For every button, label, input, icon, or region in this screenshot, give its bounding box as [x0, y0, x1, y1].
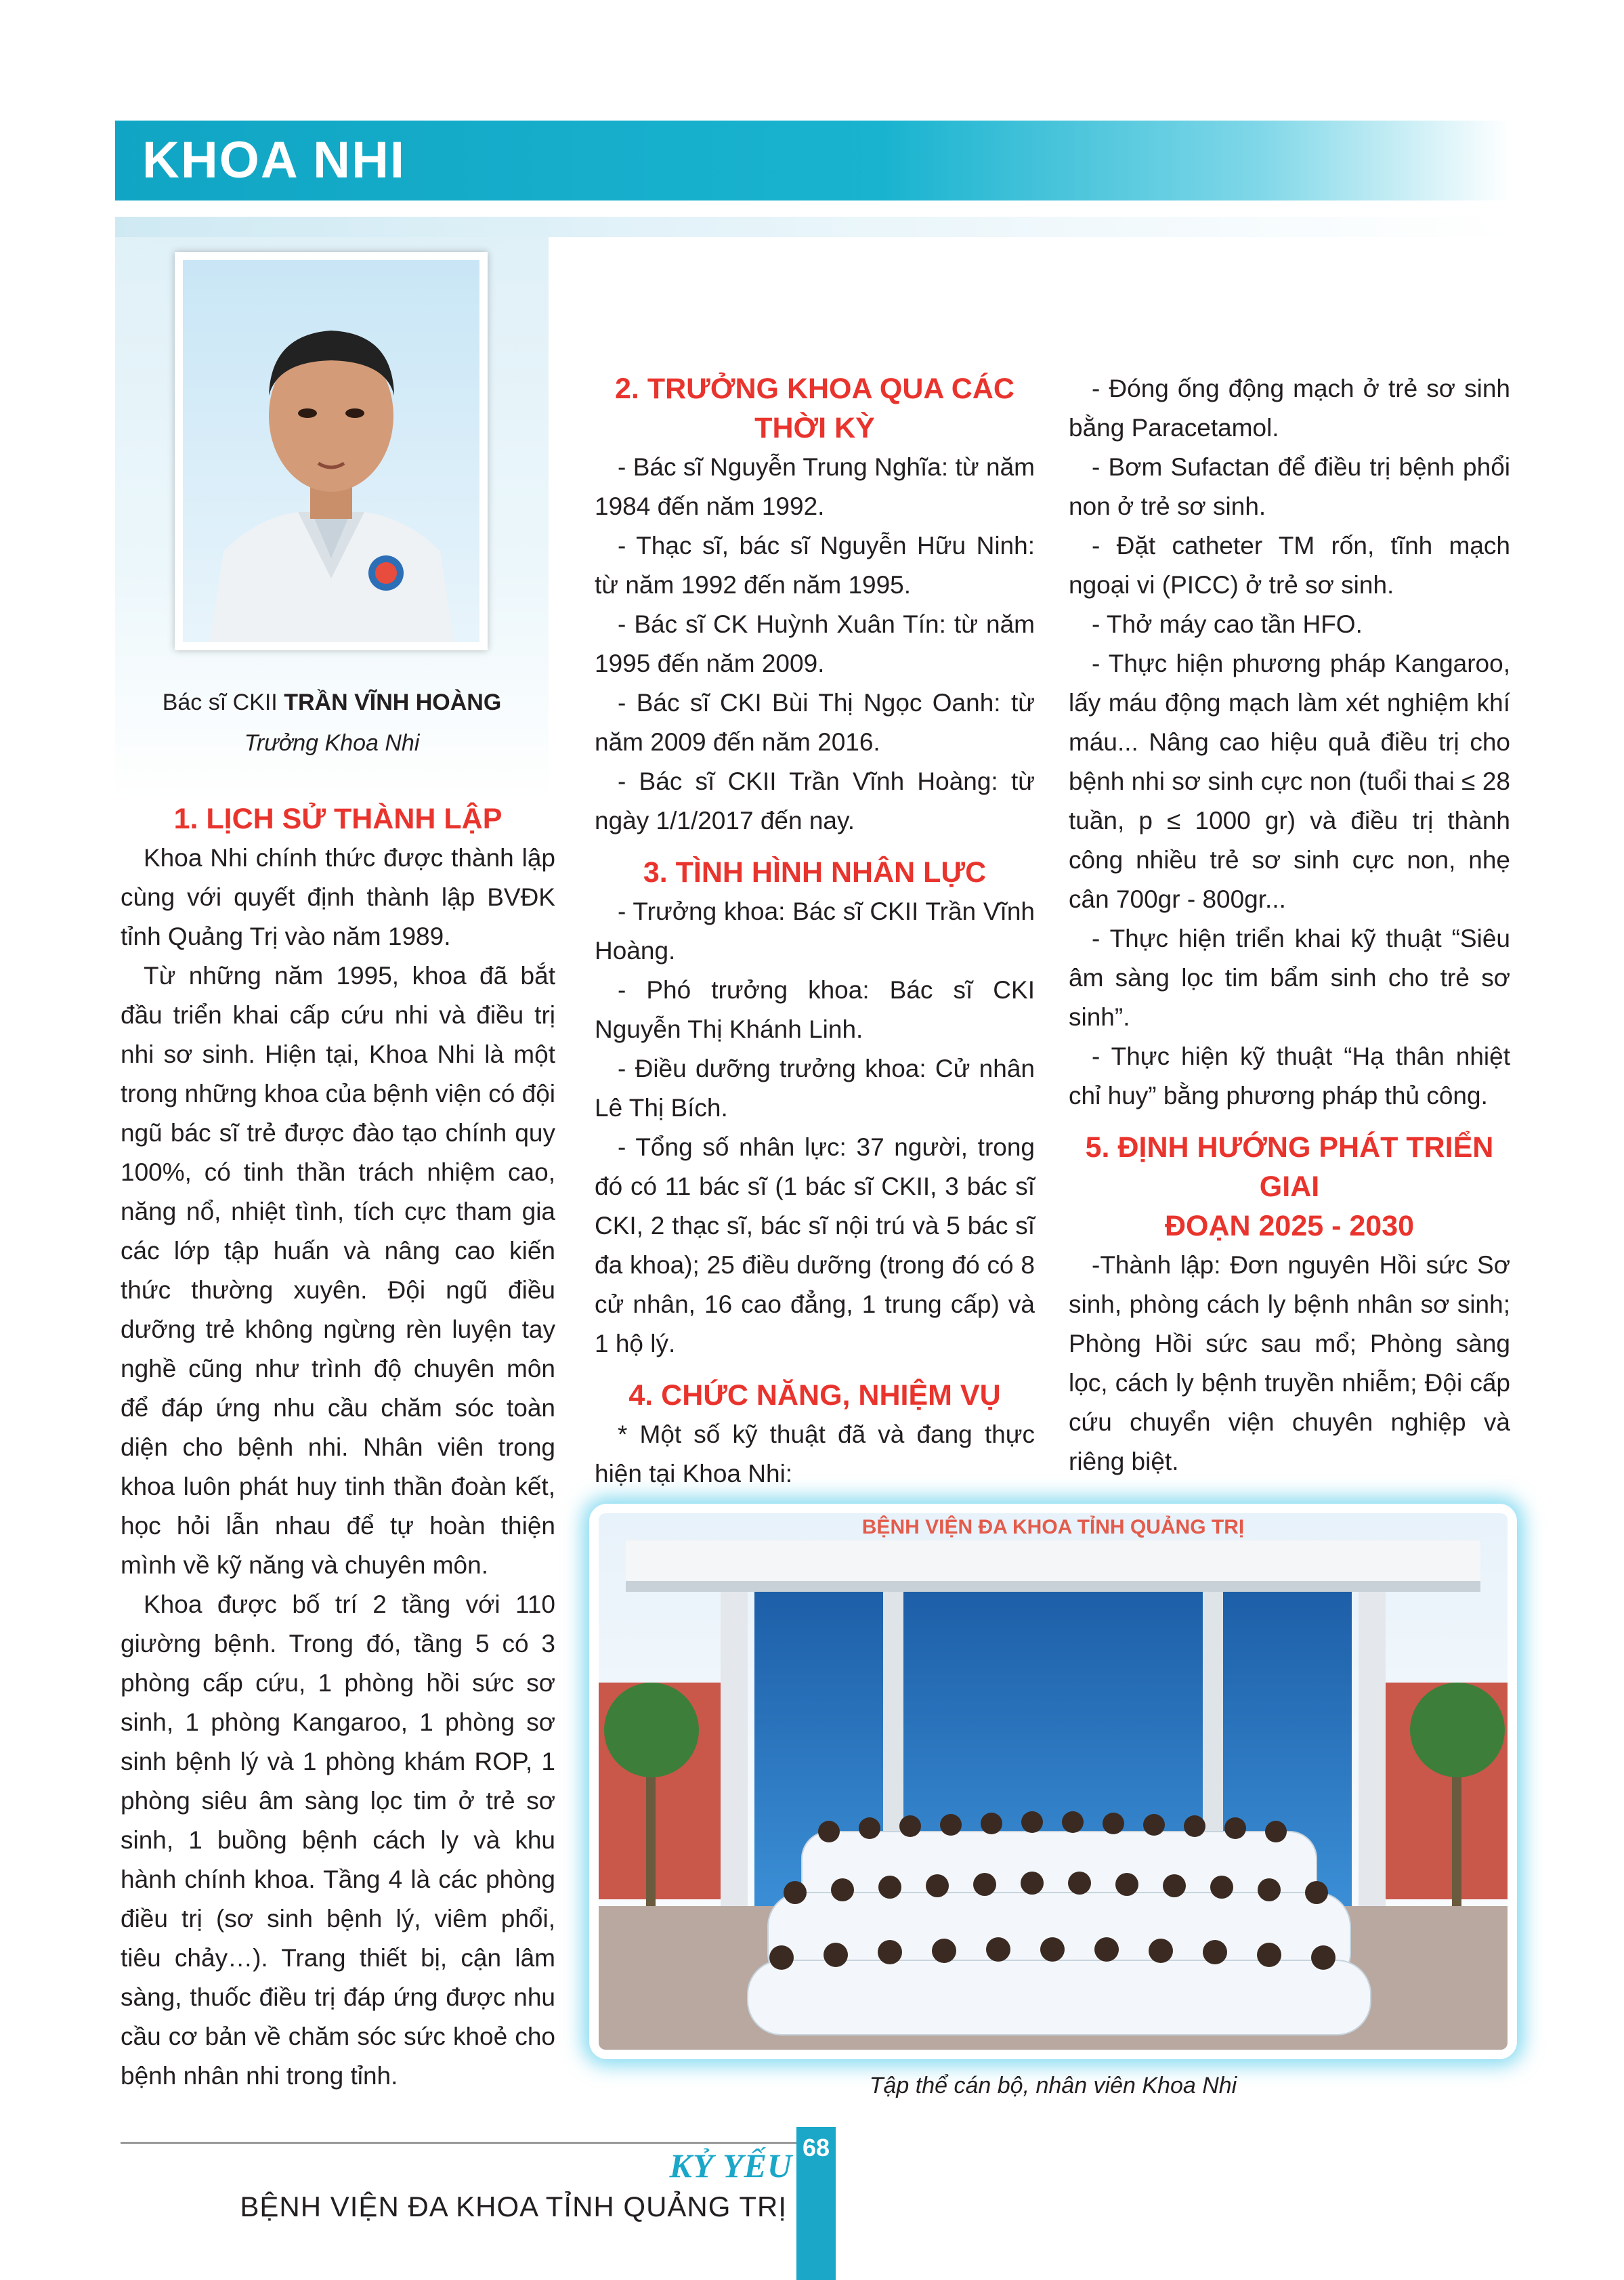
section-heading-line1: 5. ĐỊNH HƯỚNG PHÁT TRIỂN GIAI — [1085, 1131, 1494, 1203]
list-item: - Tổng số nhân lực: 37 người, trong đó có 11 bác sĩ (1 bác sĩ CKII, 3 bác sĩ CKI, 2 thạc sĩ, bác sĩ nội trú và 5 bác sĩ đa khoa); 25 điều dưỡng (trong đó có 8 cử nhân, 16 cao đẳng, 1 trung cấp) và 1 hộ lý. — [595, 1133, 1035, 1357]
decorative-band-top — [115, 217, 1510, 237]
footer-ky-yeu: KỶ YẾU — [669, 2147, 792, 2184]
list-item: - Bác sĩ Nguyễn Trung Nghĩa: từ năm 1984 đến năm 1992. — [595, 453, 1035, 520]
column-3 — [1069, 369, 1510, 1481]
list-item: - Phó trưởng khoa: Bác sĩ CKI Nguyễn Thị Khánh Linh. — [595, 976, 1035, 1043]
list-item: - Bác sĩ CKII Trần Vĩnh Hoàng: từ ngày 1/1/2017 đến nay. — [595, 767, 1035, 835]
list-item: - Thực hiện phương pháp Kangaroo, lấy máu động mạch làm xét nghiệm khí máu... Nâng cao hiệu quả điều trị cho bệnh nhi sơ sinh cực non (tuổi thai ≤ 28 tuần, p ≤ 1000 gr) và điều trị thành công nhiều trẻ sơ sinh cực non, nhẹ cân 700gr - 800gr... — [1069, 650, 1510, 913]
list-item: - Đóng ống động mạch ở trẻ sơ sinh bằng Paracetamol. — [1069, 375, 1510, 442]
section-heading: 3. TÌNH HÌNH NHÂN LỰC — [643, 856, 987, 889]
portrait-photo — [175, 252, 488, 650]
list-item: - Bác sĩ CKI Bùi Thị Ngọc Oanh: từ năm 2009 đến năm 2016. — [595, 689, 1035, 756]
paragraph: Khoa Nhi chính thức được thành lập cùng với quyết định thành lập BVĐK tỉnh Quảng Trị vào năm 1989. — [121, 844, 555, 950]
list-item: - Thở máy cao tần HFO. — [1092, 610, 1363, 638]
column-1 — [121, 799, 555, 2096]
page-title: KHOA NHI — [142, 131, 406, 189]
header-banner — [115, 121, 1510, 200]
list-item: - Trưởng khoa: Bác sĩ CKII Trần Vĩnh Hoàng. — [595, 898, 1035, 965]
list-item: * Một số kỹ thuật đã và đang thực hiện tại Khoa Nhi: — [595, 1420, 1035, 1487]
section-heading: 4. CHỨC NĂNG, NHIỆM VỤ — [628, 1379, 1001, 1412]
list-item: - Thạc sĩ, bác sĩ Nguyễn Hữu Ninh: từ năm 1992 đến năm 1995. — [595, 532, 1035, 599]
section-heading: 1. LỊCH SỬ THÀNH LẬP — [173, 803, 503, 835]
list-item: - Thực hiện kỹ thuật “Hạ thân nhiệt chỉ huy” bằng phương pháp thủ công. — [1069, 1042, 1510, 1110]
section-heading: 2. TRƯỞNG KHOA QUA CÁC THỜI KỲ — [615, 373, 1014, 444]
footer-hospital-name: BỆNH VIỆN ĐA KHOA TỈNH QUẢNG TRỊ — [240, 2191, 787, 2222]
footer-divider — [121, 2142, 832, 2144]
doctor-role: Trưởng Khoa Nhi — [244, 730, 420, 756]
column-2 — [595, 369, 1035, 1494]
name-prefix: Bác sĩ CKII — [162, 690, 278, 715]
group-photo — [589, 1504, 1517, 2059]
list-item: - Bơm Sufactan để điều trị bệnh phổi non ở trẻ sơ sinh. — [1069, 453, 1510, 520]
portrait-caption — [115, 690, 549, 716]
photo-caption: Tập thể cán bộ, nhân viên Khoa Nhi — [869, 2073, 1237, 2098]
building-sign: BỆNH VIỆN ĐA KHOA TỈNH QUẢNG TRỊ — [861, 1516, 1245, 1538]
paragraph: Từ những năm 1995, khoa đã bắt đầu triển khai cấp cứu nhi và điều trị nhi sơ sinh. Hiện tại, Khoa Nhi là một trong những khoa của bệnh viện có đội ngũ bác sĩ trẻ được đào tạo chính quy 100%, có tinh thần trách nhiệm cao, năng nổ, nhiệt tình, tích cực tham gia các lớp tập huấn và nâng cao kiến thức thường xuyên. Đội ngũ điều dưỡng trẻ không ngừng rèn luyện tay nghề cũng như trình độ chuyên môn để đáp ứng nhu cầu chăm sóc toàn diện cho bệnh nhi. Nhân viên trong khoa luôn phát huy tinh thần đoàn kết, học hỏi lẫn nhau để tự hoàn thiện mình về kỹ năng và chuyên môn. — [121, 962, 555, 1579]
section-heading-line2: ĐOẠN 2025 - 2030 — [1164, 1210, 1415, 1242]
list-item: - Điều dưỡng trưởng khoa: Cử nhân Lê Thị Bích. — [595, 1055, 1035, 1122]
paragraph: Khoa được bố trí 2 tầng với 110 giường bệnh. Trong đó, tầng 5 có 3 phòng cấp cứu, 1 phòng hồi sức sơ sinh, 1 phòng Kangaroo, 1 phòng sơ sinh bệnh lý và 1 phòng khám ROP, 1 phòng siêu âm sàng lọc tim ở trẻ sơ sinh, 1 buồng bệnh cách ly và khu hành chính khoa. Tầng 4 là các phòng điều trị (sơ sinh bệnh lý, viêm phổi, tiêu chảy…). Trang thiết bị, cận lâm sàng, thuốc điều trị đáp ứng được nhu cầu cơ bản về chăm sóc sức khoẻ cho bệnh nhân nhi trong tỉnh. — [121, 1590, 555, 2090]
page-number: 68 — [802, 2134, 830, 2161]
paragraph: -Thành lập: Đơn nguyên Hồi sức Sơ sinh, phòng cách ly bệnh nhân sơ sinh; Phòng Hồi sức sau mổ; Phòng sàng lọc, cách ly bệnh truyền nhiễm; Đội cấp cứu chuyển viện chuyên nghiệp và riêng biệt. — [1069, 1251, 1510, 1475]
list-item: - Đặt catheter TM rốn, tĩnh mạch ngoại vi (PICC) ở trẻ sơ sinh. — [1069, 532, 1510, 599]
doctor-name: TRẦN VĨNH HOÀNG — [284, 690, 502, 715]
list-item: - Thực hiện triển khai kỹ thuật “Siêu âm sàng lọc tim bẩm sinh cho trẻ sơ sinh”. — [1069, 925, 1510, 1031]
list-item: - Bác sĩ CK Huỳnh Xuân Tín: từ năm 1995 đến năm 2009. — [595, 610, 1035, 677]
